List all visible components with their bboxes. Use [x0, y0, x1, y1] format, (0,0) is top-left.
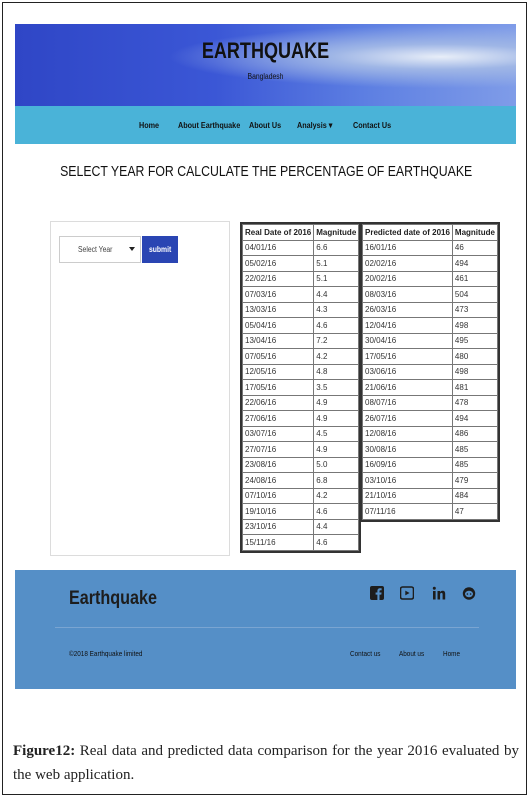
- table-row: [243, 395, 359, 411]
- magnitude-cell: 4.6: [314, 504, 359, 520]
- magnitude-cell: 498: [452, 364, 497, 380]
- table-row: [243, 457, 359, 473]
- caret-down-icon: [129, 247, 135, 251]
- table-row: [243, 473, 359, 489]
- page-heading: SELECT YEAR FOR CALCULATE THE PERCENTAGE OF EARTHQUAKE: [60, 163, 473, 180]
- magnitude-cell: 46: [452, 240, 497, 256]
- date-cell: 19/10/16: [243, 504, 314, 520]
- magnitude-cell: 485: [452, 442, 497, 458]
- table-row: [363, 442, 498, 458]
- footer-link-home[interactable]: Home: [443, 649, 461, 658]
- footer: [15, 570, 516, 689]
- table-header-cell: Predicted date of 2016: [363, 225, 453, 241]
- date-cell: 16/01/16: [363, 240, 453, 256]
- date-cell: 13/03/16: [243, 302, 314, 318]
- table-row: [243, 271, 359, 287]
- predicted-data-table: [362, 224, 498, 520]
- table-row: [363, 473, 498, 489]
- date-cell: 03/06/16: [363, 364, 453, 380]
- magnitude-cell: 484: [452, 488, 497, 504]
- date-cell: 21/10/16: [363, 488, 453, 504]
- date-cell: 08/07/16: [363, 395, 453, 411]
- facebook-icon[interactable]: [370, 586, 384, 600]
- youtube-icon[interactable]: [400, 586, 414, 600]
- table-row: [243, 535, 359, 551]
- table-row: [243, 519, 359, 535]
- real-data-table: [242, 224, 359, 551]
- table-row: [363, 287, 498, 303]
- date-cell: 08/03/16: [363, 287, 453, 303]
- date-cell: 22/06/16: [243, 395, 314, 411]
- table-row: [363, 411, 498, 427]
- date-cell: 07/05/16: [243, 349, 314, 365]
- magnitude-cell: 504: [452, 287, 497, 303]
- date-cell: 04/01/16: [243, 240, 314, 256]
- date-cell: 12/05/16: [243, 364, 314, 380]
- table-row: [363, 271, 498, 287]
- date-cell: 03/07/16: [243, 426, 314, 442]
- table-row: [243, 349, 359, 365]
- magnitude-cell: 4.2: [314, 488, 359, 504]
- footer-brand: Earthquake: [69, 588, 157, 609]
- date-cell: 22/02/16: [243, 271, 314, 287]
- submit-label: submit: [148, 245, 172, 254]
- magnitude-cell: 479: [452, 473, 497, 489]
- table-row: [243, 426, 359, 442]
- date-cell: 07/11/16: [363, 504, 453, 520]
- table-row: [363, 302, 498, 318]
- table-header-cell: Magnitude: [452, 225, 497, 241]
- table-row: [243, 240, 359, 256]
- date-cell: 07/03/16: [243, 287, 314, 303]
- table-row: [243, 442, 359, 458]
- date-cell: 15/11/16: [243, 535, 314, 551]
- table-row: [363, 380, 498, 396]
- table-row: [243, 380, 359, 396]
- table-row: [363, 364, 498, 380]
- nav-home[interactable]: Home: [139, 120, 160, 130]
- table-header-cell: Magnitude: [314, 225, 359, 241]
- header-banner: [15, 24, 516, 106]
- nav-about-earthquake[interactable]: About Earthquake: [178, 120, 241, 130]
- github-icon[interactable]: [462, 586, 476, 600]
- date-cell: 12/08/16: [363, 426, 453, 442]
- date-cell: 23/10/16: [243, 519, 314, 535]
- year-form-panel: [50, 221, 230, 556]
- date-cell: 17/05/16: [363, 349, 453, 365]
- magnitude-cell: 7.2: [314, 333, 359, 349]
- date-cell: 27/06/16: [243, 411, 314, 427]
- table-row: [363, 256, 498, 272]
- caption-label: Figure12:: [13, 743, 76, 759]
- table-row: [363, 426, 498, 442]
- magnitude-cell: 4.9: [314, 411, 359, 427]
- magnitude-cell: 495: [452, 333, 497, 349]
- magnitude-cell: 3.5: [314, 380, 359, 396]
- date-cell: 24/08/16: [243, 473, 314, 489]
- magnitude-cell: 47: [452, 504, 497, 520]
- magnitude-cell: 4.3: [314, 302, 359, 318]
- year-select[interactable]: [59, 236, 141, 263]
- date-cell: 13/04/16: [243, 333, 314, 349]
- date-cell: 30/04/16: [363, 333, 453, 349]
- table-row: [363, 504, 498, 520]
- date-cell: 23/08/16: [243, 457, 314, 473]
- date-cell: 02/02/16: [363, 256, 453, 272]
- table-row: [243, 364, 359, 380]
- site-subtitle: Bangladesh: [247, 72, 284, 81]
- date-cell: 05/02/16: [243, 256, 314, 272]
- table-row: [243, 504, 359, 520]
- date-cell: 26/07/16: [363, 411, 453, 427]
- footer-link-contact[interactable]: Contact us: [350, 649, 381, 658]
- site-title: EARTHQUAKE: [201, 38, 330, 63]
- table-row: [243, 333, 359, 349]
- figure-caption: [13, 739, 519, 787]
- magnitude-cell: 6.6: [314, 240, 359, 256]
- footer-link-about[interactable]: About us: [399, 649, 425, 658]
- magnitude-cell: 494: [452, 411, 497, 427]
- table-header-cell: Real Date of 2016: [243, 225, 314, 241]
- magnitude-cell: 461: [452, 271, 497, 287]
- nav-contact-us[interactable]: Contact Us: [353, 120, 392, 130]
- table-row: [363, 395, 498, 411]
- table-row: [243, 256, 359, 272]
- table-row: [243, 318, 359, 334]
- magnitude-cell: 481: [452, 380, 497, 396]
- table-row: [363, 457, 498, 473]
- magnitude-cell: 485: [452, 457, 497, 473]
- table-row: [363, 349, 498, 365]
- magnitude-cell: 480: [452, 349, 497, 365]
- magnitude-cell: 498: [452, 318, 497, 334]
- date-cell: 26/03/16: [363, 302, 453, 318]
- magnitude-cell: 4.9: [314, 395, 359, 411]
- magnitude-cell: 494: [452, 256, 497, 272]
- date-cell: 30/08/16: [363, 442, 453, 458]
- magnitude-cell: 6.8: [314, 473, 359, 489]
- magnitude-cell: 4.8: [314, 364, 359, 380]
- date-cell: 20/02/16: [363, 271, 453, 287]
- nav-about-us[interactable]: About Us: [249, 120, 282, 130]
- magnitude-cell: 4.4: [314, 519, 359, 535]
- table-row: [243, 287, 359, 303]
- magnitude-cell: 4.2: [314, 349, 359, 365]
- table-row: [363, 318, 498, 334]
- date-cell: 05/04/16: [243, 318, 314, 334]
- date-cell: 16/09/16: [363, 457, 453, 473]
- magnitude-cell: 5.1: [314, 256, 359, 272]
- magnitude-cell: 4.6: [314, 318, 359, 334]
- date-cell: 17/05/16: [243, 380, 314, 396]
- linkedin-icon[interactable]: [432, 586, 446, 600]
- footer-copyright: ©2018 Earthquake limited: [69, 649, 143, 658]
- date-cell: 21/06/16: [363, 380, 453, 396]
- date-cell: 07/10/16: [243, 488, 314, 504]
- date-cell: 03/10/16: [363, 473, 453, 489]
- footer-divider: [55, 627, 479, 628]
- magnitude-cell: 473: [452, 302, 497, 318]
- date-cell: 27/07/16: [243, 442, 314, 458]
- magnitude-cell: 486: [452, 426, 497, 442]
- table-row: [363, 240, 498, 256]
- date-cell: 12/04/16: [363, 318, 453, 334]
- magnitude-cell: 4.6: [314, 535, 359, 551]
- magnitude-cell: 4.5: [314, 426, 359, 442]
- magnitude-cell: 5.0: [314, 457, 359, 473]
- magnitude-cell: 4.4: [314, 287, 359, 303]
- table-row: [243, 411, 359, 427]
- table-row: [243, 488, 359, 504]
- magnitude-cell: 478: [452, 395, 497, 411]
- magnitude-cell: 5.1: [314, 271, 359, 287]
- submit-button[interactable]: [142, 236, 178, 263]
- year-select-value: Select Year: [78, 245, 113, 254]
- caption-text: Real data and predicted data comparison for the year 2016 evaluated by the web application.: [13, 743, 519, 783]
- table-row: [243, 302, 359, 318]
- nav-analysis-dropdown[interactable]: Analysis ▾: [297, 120, 333, 130]
- navbar: [15, 106, 516, 144]
- table-row: [363, 333, 498, 349]
- magnitude-cell: 4.9: [314, 442, 359, 458]
- table-row: [363, 488, 498, 504]
